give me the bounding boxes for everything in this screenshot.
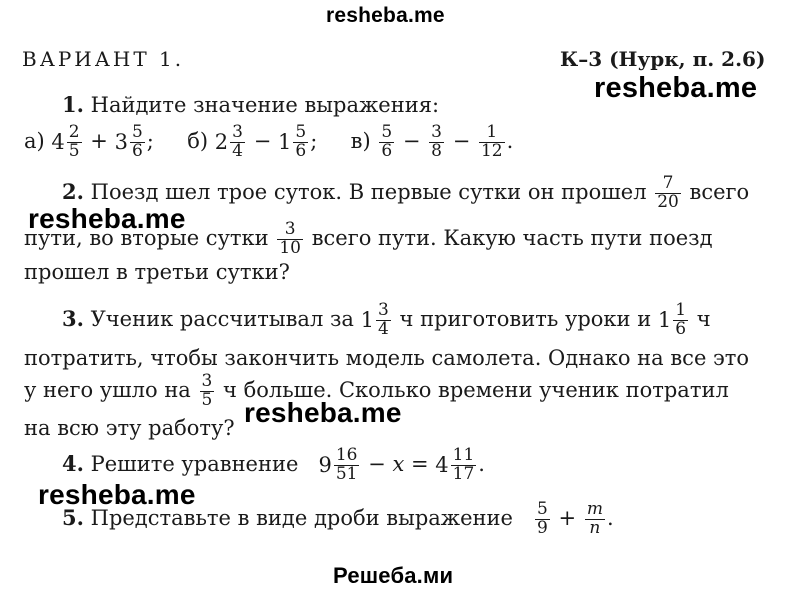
mixed-number: 4 $\frac{11}{17}$	[435, 445, 475, 484]
mixed-number: 1 $\frac{1}{6}$	[657, 300, 687, 339]
punct: ;	[146, 128, 154, 153]
task-number: 1.	[62, 92, 84, 117]
fraction: $\frac{5}{6}$	[131, 122, 143, 161]
task-number: 3.	[62, 305, 84, 331]
punct: ;	[310, 128, 318, 153]
task-text: всего	[689, 179, 750, 204]
watermark-mid: resheba.me	[244, 397, 402, 428]
watermark-right: resheba.me	[594, 72, 758, 104]
task-2-line-1	[62, 175, 749, 212]
task-number: 4.	[62, 450, 84, 476]
item-label-b: б)	[187, 128, 209, 153]
task-text: Ученик рассчитывал за	[90, 306, 354, 331]
task-1-title	[62, 94, 439, 116]
fraction: $\frac{3}{4}$	[378, 300, 389, 339]
fraction: $\frac{5}{6}$	[295, 122, 307, 161]
fraction: $\frac{1}{12}$	[480, 122, 503, 161]
task-text: прошел в третьи сутки?	[24, 260, 290, 284]
task-5-line	[62, 501, 614, 538]
mixed-number: 2 $\frac{3}{4}$	[214, 122, 243, 161]
task-text: потратить, чтобы закончить модель самолета. Однако на все это	[24, 346, 750, 370]
fraction: $\frac{2}{5}$	[68, 122, 80, 161]
task-text: Решите уравнение	[90, 451, 299, 476]
mixed-number: 4 $\frac{2}{5}$	[51, 122, 80, 161]
task-1-expressions	[24, 124, 513, 161]
task-text: ч	[696, 306, 711, 331]
task-3-line-2	[24, 348, 749, 369]
punct: .	[478, 451, 485, 476]
task-number: 5.	[62, 504, 84, 530]
watermark-top: resheba.me	[326, 4, 445, 27]
item-label-a: а)	[24, 128, 45, 153]
variant-heading: ВАРИАНТ 1.	[22, 47, 185, 71]
mixed-number: 9 $\frac{16}{51}$	[318, 445, 358, 484]
mixed-number: 1 $\frac{5}{6}$	[277, 122, 307, 161]
fraction: $\frac{3}{10}$	[279, 219, 301, 258]
task-number: 2.	[62, 178, 84, 204]
mixed-number: 1 $\frac{3}{4}$	[360, 300, 389, 339]
test-code: К–3 (Нурк, п. 2.6)	[560, 47, 766, 71]
fraction: $\frac{11}{17}$	[452, 445, 475, 484]
operator: −	[402, 128, 421, 153]
task-3-line-1	[62, 302, 711, 339]
fraction: $\frac{7}{20}$	[657, 173, 679, 212]
watermark-bottom: Решеба.ми	[333, 563, 454, 588]
task-text: Представьте в виде дроби выражение	[90, 505, 513, 530]
task-text: ч больше. Сколько времени ученик потратил	[223, 377, 729, 402]
task-text: у него ушло на	[24, 377, 191, 402]
operator: −	[253, 128, 272, 153]
watermark-left-1: resheba.me	[28, 203, 186, 234]
fraction: $\frac{5}{6}$	[381, 122, 393, 161]
task-text: всего пути. Какую часть пути поезд	[311, 225, 713, 250]
fraction: $\frac{5}{9}$	[537, 499, 548, 538]
operator: +	[90, 128, 108, 153]
item-label-c: в)	[350, 128, 371, 153]
mixed-number: 3 $\frac{5}{6}$	[114, 122, 143, 161]
fraction: $\frac{3}{4}$	[232, 122, 243, 161]
task-3-line-4	[24, 418, 235, 439]
watermark-left-2: resheba.me	[38, 479, 196, 510]
fraction: $\frac{16}{51}$	[335, 445, 358, 484]
task-3-line-3	[24, 373, 729, 410]
fraction: $\frac{3}{8}$	[431, 122, 442, 161]
task-text: Найдите значение выражения:	[90, 93, 440, 117]
punct: .	[506, 128, 514, 153]
fraction: $\frac{1}{6}$	[675, 300, 687, 339]
operator: +	[558, 505, 577, 530]
variable: x	[392, 451, 405, 476]
task-text: пути, во вторые сутки	[24, 225, 269, 250]
fraction: $\frac{3}{5}$	[201, 371, 213, 410]
operator: −	[452, 128, 471, 153]
operator: −	[368, 451, 386, 476]
operator: =	[410, 451, 429, 476]
task-text: ч приготовить уроки и	[399, 306, 652, 331]
task-4-line	[62, 447, 485, 484]
task-2-line-2	[24, 221, 713, 258]
task-2-line-3	[24, 262, 290, 283]
punct: .	[606, 505, 614, 530]
fraction: $\frac{m}{n}$	[586, 499, 603, 538]
task-text: Поезд шел трое суток. В первые сутки он прошел	[90, 179, 647, 204]
task-text: на всю эту работу?	[24, 416, 235, 440]
